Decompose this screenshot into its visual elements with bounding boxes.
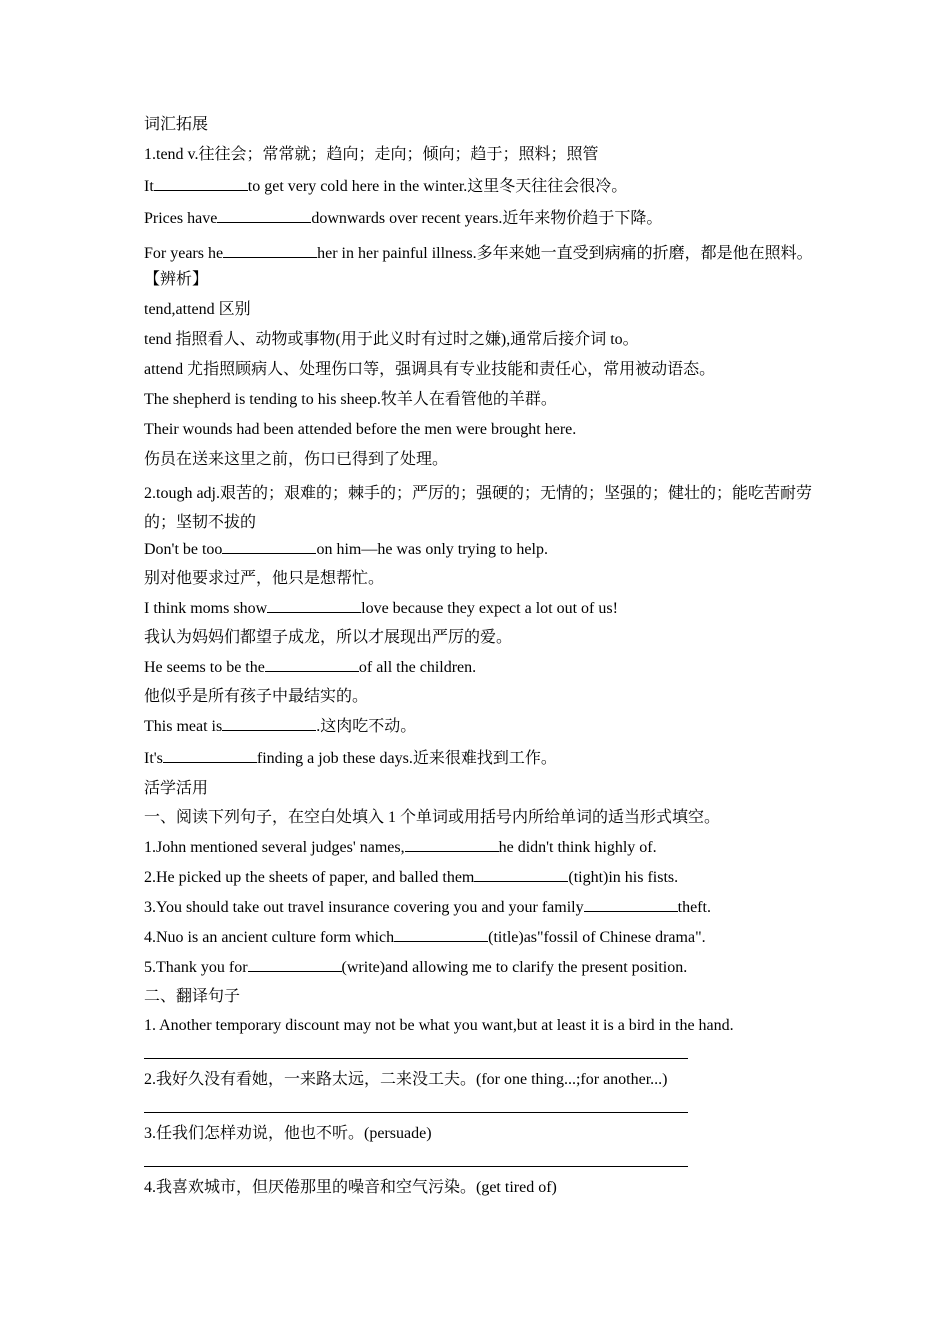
document-content — [144, 114, 814, 1199]
tend-example-3: For years he her in her painful illness.多年来她一直受到病痛的折磨，都是他在照料。 — [144, 239, 814, 268]
answer-line[interactable] — [144, 1097, 688, 1113]
tough-example-4: This meat is .这肉吃不动。 — [144, 715, 814, 738]
fill-blank[interactable] — [154, 175, 248, 191]
tough-example-1: Don't be too on him—he was only trying to help. — [144, 538, 814, 561]
translation-4: 4.我喜欢城市，但厌倦那里的噪音和空气污染。(get tired of) — [144, 1179, 557, 1196]
fill-blank[interactable] — [394, 926, 488, 942]
tend-usage-note: tend 指照看人、动物或事物(用于此义时有过时之嫌),通常后接介词 to。 — [144, 331, 639, 348]
tough-example-2: I think moms show love because they expect a lot out of us! — [144, 597, 814, 620]
fill-blank[interactable] — [222, 715, 316, 731]
fill-blank[interactable] — [222, 538, 316, 554]
fill-blank[interactable] — [223, 242, 317, 258]
analysis-subtitle: tend,attend 区别 — [144, 301, 251, 318]
fill-blank[interactable] — [474, 866, 568, 882]
fill-blank[interactable] — [248, 956, 342, 972]
practice-section-title: 活学活用 — [144, 780, 209, 797]
fill-blank[interactable] — [265, 656, 359, 672]
analysis-title: 【辨析】 — [144, 271, 209, 288]
tend-example-1: It to get very cold here in the winter.这里冬天往往会很冷。 — [144, 175, 814, 198]
question-3: 3.You should take out travel insurance covering you and your family theft. — [144, 896, 814, 919]
answer-line[interactable] — [144, 1043, 688, 1059]
question-2: 2.He picked up the sheets of paper, and balled them (tight)in his fists. — [144, 866, 814, 889]
question-5: 5.Thank you for (write)and allowing me to clarify the present position. — [144, 956, 814, 979]
fill-blank[interactable] — [217, 207, 311, 223]
translation-1: 1. Another temporary discount may not be what you want,but at least it is a bird in the hand. — [144, 1017, 734, 1034]
question-4: 4.Nuo is an ancient culture form which (title)as"fossil of Chinese drama". — [144, 926, 814, 949]
tough-definition: 2.tough adj.艰苦的；艰难的；棘手的；严厉的；强硬的；无情的；坚强的；健壮的；能吃苦耐劳的；坚韧不拔的 — [144, 485, 812, 531]
vocab-section-title: 词汇拓展 — [144, 116, 209, 133]
tough-example-3-translation: 他似乎是所有孩子中最结实的。 — [144, 688, 369, 705]
tough-example-5: It's finding a job these days.近来很难找到工作。 — [144, 747, 814, 770]
part-one-instructions: 一、阅读下列句子，在空白处填入 1 个单词或用括号内所给单词的适当形式填空。 — [144, 809, 721, 826]
translation-2: 2.我好久没有看她，一来路太远，二来没工夫。(for one thing...;for another...) — [144, 1071, 668, 1088]
attend-usage-note: attend 尤指照顾病人、处理伤口等，强调具有专业技能和责任心，常用被动语态。 — [144, 361, 716, 378]
analysis-example-1: The shepherd is tending to his sheep.牧羊人在看管他的羊群。 — [144, 391, 557, 408]
tough-example-3: He seems to be the of all the children. — [144, 656, 814, 679]
fill-blank[interactable] — [267, 597, 361, 613]
analysis-example-2-translation: 伤员在送来这里之前，伤口已得到了处理。 — [144, 451, 449, 468]
fill-blank[interactable] — [163, 747, 257, 763]
question-1: 1.John mentioned several judges' names, he didn't think highly of. — [144, 836, 814, 859]
tough-example-1-translation: 别对他要求过严，他只是想帮忙。 — [144, 570, 385, 587]
tend-definition: 1.tend v.往往会；常常就；趋向；走向；倾向；趋于；照料；照管 — [144, 146, 599, 163]
analysis-example-2: Their wounds had been attended before the men were brought here. — [144, 421, 577, 438]
translation-3: 3.任我们怎样劝说，他也不听。(persuade) — [144, 1125, 432, 1142]
fill-blank[interactable] — [405, 836, 499, 852]
tend-example-2: Prices have downwards over recent years.近年来物价趋于下降。 — [144, 207, 814, 230]
fill-blank[interactable] — [584, 896, 678, 912]
tough-example-2-translation: 我认为妈妈们都望子成龙，所以才展现出严厉的爱。 — [144, 629, 513, 646]
part-two-title: 二、翻译句子 — [144, 988, 241, 1005]
answer-line[interactable] — [144, 1151, 688, 1167]
